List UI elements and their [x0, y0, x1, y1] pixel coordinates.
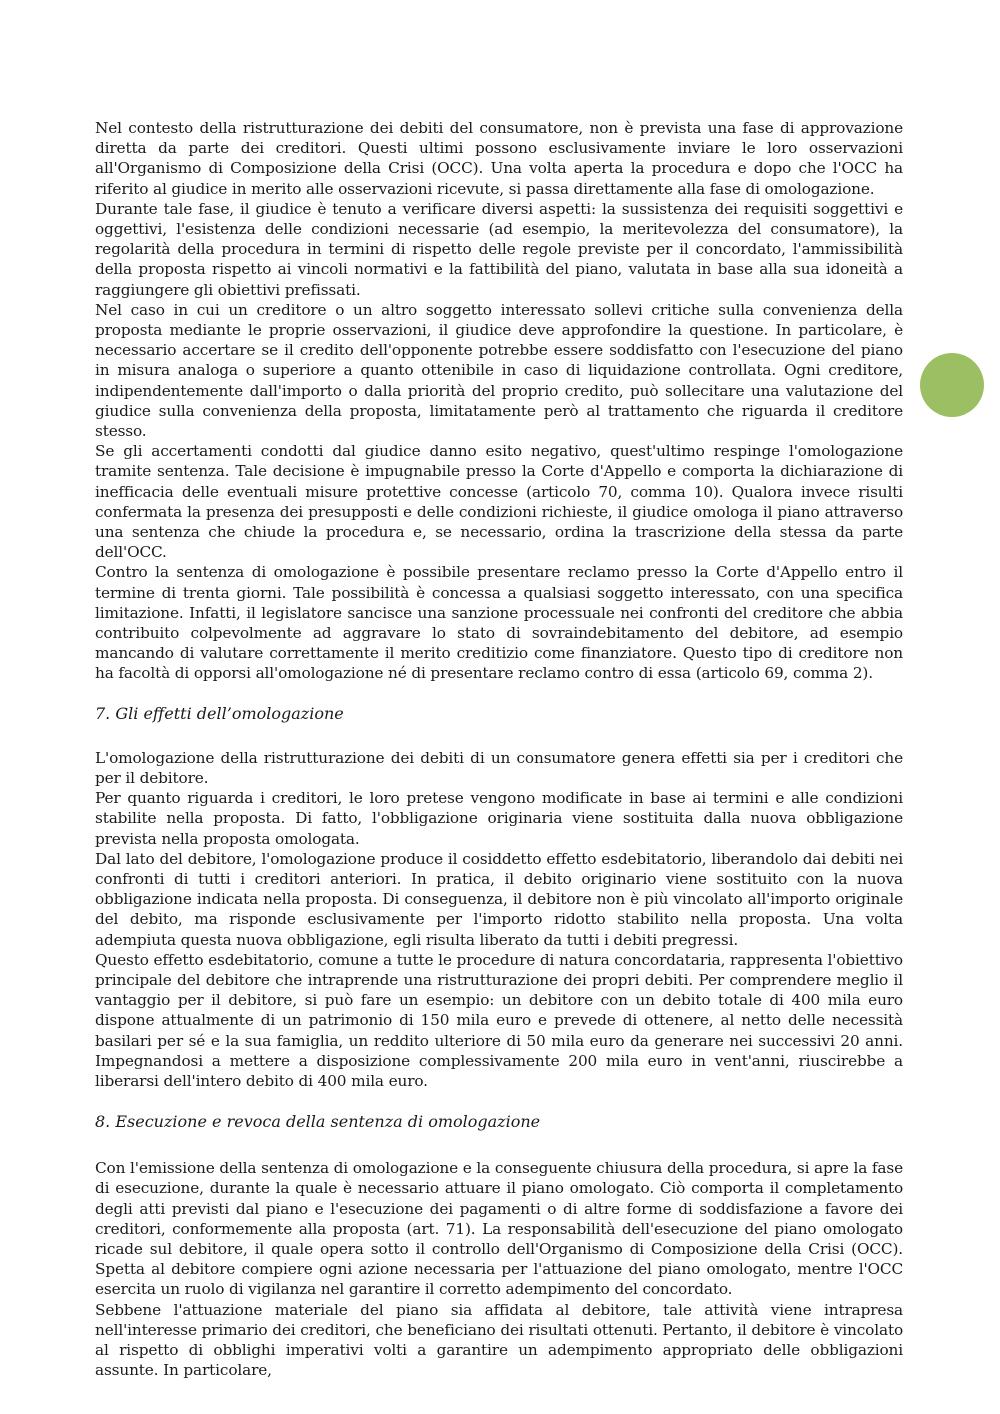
- paragraph: Durante tale fase, il giudice è tenuto a verificare diversi aspetti: la sussistenza dei requisiti soggettivi e oggettivi, l'esistenza delle condizioni necessarie (ad esempio, la meritevolezza del consumatore), la regolarità della procedura in termini di rispetto delle regole previste per il concordato, l'ammissibilità della proposta rispetto ai vincoli normativi e la fattibilità del piano, valutata in base alla sua idoneità a raggiungere gli obiettivi prefissati.: [95, 199, 903, 299]
- paragraph: Nel caso in cui un creditore o un altro soggetto interessato sollevi critiche sulla convenienza della proposta mediante le proprie osservazioni, il giudice deve approfondire la questione. In particolare, è necessario accertare se il credito dell'opponente potrebbe essere soddisfatto con l'esecuzione del piano in misura analoga o superiore a quanto ottenibile in caso di liquidazione controllata. Ogni creditore, indipendentemente dall'importo o dalla priorità del proprio credito, può sollecitare una valutazione del giudice sulla convenienza della proposta, limitatamente però al trattamento che riguarda il creditore stesso.: [95, 300, 903, 441]
- paragraph: Con l'emissione della sentenza di omologazione e la conseguente chiusura della procedura, si apre la fase di esecuzione, durante la quale è necessario attuare il piano omologato. Ciò comporta il completamento degli atti previsti dal piano e l'esecuzione dei pagamenti o di altre forme di soddisfazione a favore dei creditori, conformemente alla proposta (art. 71). La responsabilità dell'esecuzione del piano omologato ricade sul debitore, il quale opera sotto il controllo dell'Organismo di Composizione della Crisi (OCC). Spetta al debitore compiere ogni azione necessaria per l'attuazione del piano omologato, mentre l'OCC esercita un ruolo di vigilanza nel garantire il corretto adempimento del concordato.: [95, 1159, 903, 1299]
- paragraph: Questo effetto esdebitatorio, comune a tutte le procedure di natura concordataria, rappresenta l'obiettivo principale del debitore che intraprende una ristrutturazione dei propri debiti. Per comprendere meglio il vantaggio per il debitore, si può fare un esempio: un debitore con un debito totale di 400 mila euro dispone attualmente di un patrimonio di 150 mila euro e prevede di ottenere, al netto delle necessità basilari per sé e la sua famiglia, un reddito ulteriore di 50 mila euro da generare nei successivi 20 anni. Impegnandosi a mettere a disposizione complessivamente 200 mila euro in vent'anni, riuscirebbe a liberarsi dell'intero debito di 400 mila euro.: [95, 950, 903, 1090]
- section-heading-7: 7. Gli effetti dell’omologazione: [95, 703, 344, 723]
- page-marker-circle: [920, 353, 984, 417]
- paragraph: L'omologazione della ristrutturazione dei debiti di un consumatore genera effetti sia per i creditori che per il debitore.: [95, 748, 903, 787]
- paragraph: Contro la sentenza di omologazione è possibile presentare reclamo presso la Corte d'Appello entro il termine di trenta giorni. Tale possibilità è concessa a qualsiasi soggetto interessato, con una specifica limitazione. Infatti, il legislatore sancisce una sanzione processuale nei confronti del creditore che abbia contribuito colpevolmente ad aggravare lo stato di sovraindebitamento del debitore, ad esempio mancando di valutare correttamente il merito creditizio come finanziatore. Questo tipo di creditore non ha facoltà di opporsi all'omologazione né di presentare reclamo contro di essa (articolo 69, comma 2).: [95, 563, 903, 683]
- paragraph: Se gli accertamenti condotti dal giudice danno esito negativo, quest'ultimo respinge l'omologazione tramite sentenza. Tale decisione è impugnabile presso la Corte d'Appello e comporta la dichiarazione di inefficacia delle eventuali misure protettive concesse (articolo 70, comma 10). Qualora invece risulti confermata la presenza dei presupposti e delle condizioni richieste, il giudice omologa il piano attraverso una sentenza che chiude la procedura e, se necessario, ordina la trascrizione della stessa da parte dell'OCC.: [95, 442, 903, 562]
- section-heading-8: 8. Esecuzione e revoca della sentenza di omologazione: [95, 1112, 541, 1132]
- paragraph: Per quanto riguarda i creditori, le loro pretese vengono modificate in base ai termini e alle condizioni stabilite nella proposta. Di fatto, l'obbligazione originaria viene sostituita dalla nuova obbligazione prevista nella proposta omologata.: [95, 789, 903, 848]
- document-page: [95, 118, 903, 1380]
- paragraph: Nel contesto della ristrutturazione dei debiti del consumatore, non è prevista una fase di approvazione diretta da parte dei creditori. Questi ultimi possono esclusivamente inviare le loro osservazioni all'Organismo di Composizione della Crisi (OCC). Una volta aperta la procedura e dopo che l'OCC ha riferito al giudice in merito alle osservazioni ricevute, si passa direttamente alla fase di omologazione.: [95, 119, 903, 198]
- paragraph: Dal lato del debitore, l'omologazione produce il cosiddetto effetto esdebitatorio, liberandolo dai debiti nei confronti di tutti i creditori anteriori. In pratica, il debito originario viene sostituito con la nuova obbligazione indicata nella proposta. Di conseguenza, il debitore non è più vincolato all'importo originale del debito, ma risponde esclusivamente per l'importo ridotto stabilito nella proposta. Una volta adempiuta questa nuova obbligazione, egli risulta liberato da tutti i debiti pregressi.: [95, 849, 903, 949]
- paragraph: Sebbene l'attuazione materiale del piano sia affidata al debitore, tale attività viene intrapresa nell'interesse primario dei creditori, che beneficiano dei risultati ottenuti. Pertanto, il debitore è vincolato al rispetto di obblighi imperativi volti a garantire un adempimento appropriato delle obbligazioni assunte. In particolare,: [95, 1300, 903, 1380]
